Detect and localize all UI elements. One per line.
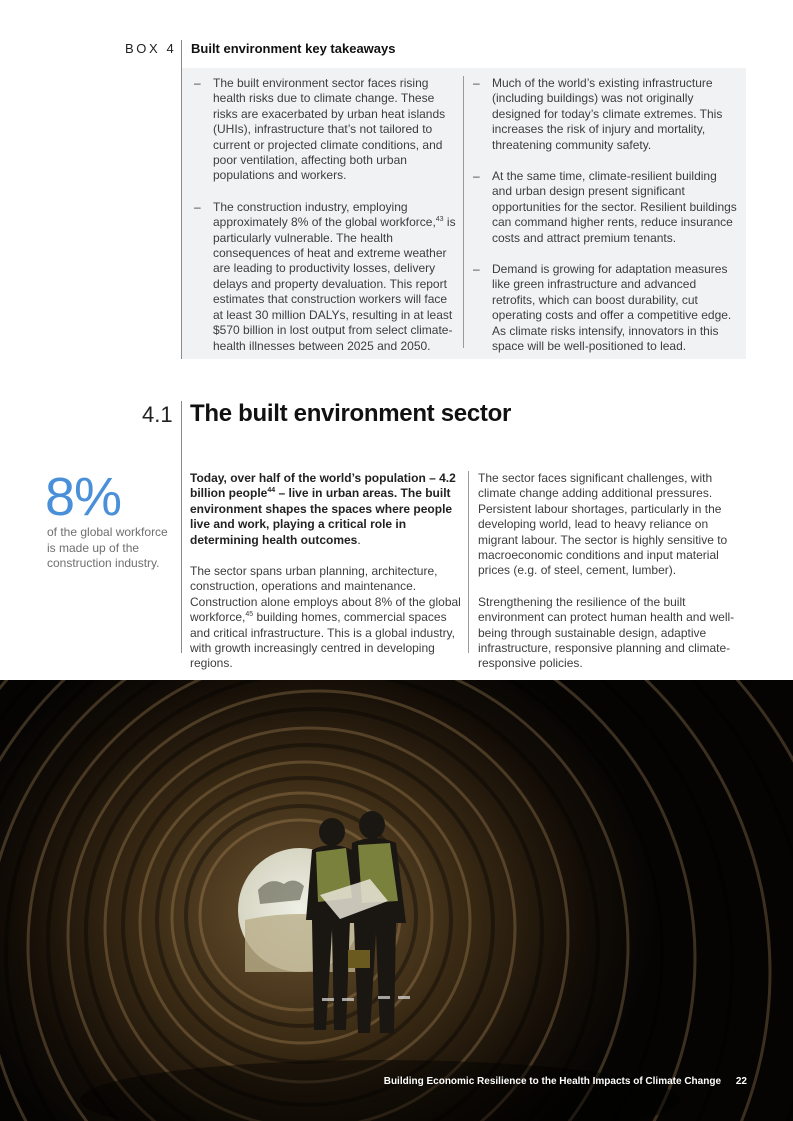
- list-item: [194, 76, 458, 184]
- box-column-divider: [463, 76, 464, 348]
- dash-marker: –: [473, 169, 480, 184]
- body-column-divider: [468, 471, 469, 653]
- section-divider: [181, 401, 182, 653]
- paragraph: The sector faces significant challenges, with climate change adding additional pressures. Persistent labour shortages, particularly in the developing world, lead to heavy reliance on migrant labour. The sector is highly sensitive to macroeconomic conditions and input material prices (e.g. of steel, cement, lumber).: [478, 471, 728, 578]
- dash-marker: –: [194, 76, 201, 90]
- list-item-text: is particularly vulnerable. The health consequences of heat and extreme weather are leading to productivity losses, delivery delays and property devaluation. This report estimates that construction workers will face at least 30 million DALYs, resulting in at least $570 billion in lost output from select climate-health illnesses between 2025 and 2050.: [213, 215, 456, 353]
- hero-photo: [0, 680, 793, 1121]
- footer-title: Building Economic Resilience to the Health Impacts of Climate Change: [383, 1076, 721, 1087]
- pipe-illustration: [0, 680, 793, 1121]
- paragraph: Strengthening the resilience of the built environment can protect human health and well-being through sustainable design, adaptive infrastructure, responsive planning and climate-responsive policies.: [478, 594, 735, 671]
- list-item: [473, 262, 737, 354]
- stat-value: 8%: [45, 467, 122, 527]
- lead-period: .: [357, 532, 361, 547]
- section-number: 4.1: [142, 402, 173, 427]
- footnote-ref[interactable]: 43: [435, 216, 444, 224]
- list-item-text: The construction industry, employing approximately 8% of the global workforce,: [213, 199, 436, 230]
- list-item: [194, 200, 458, 354]
- body-right-column: [478, 471, 748, 688]
- list-item-text: Much of the world’s existing infrastructure (including buildings) was not originally designed for today’s climate extremes. This increases the risk of injury and mortality, threatening community safety.: [492, 76, 723, 152]
- list-item-text: Demand is growing for adaptation measures like green infrastructure and advanced retrofits, which can boost durability, cut operating costs and offer a competitive edge. As climate risks intensify, innovators in this space will be well-positioned to lead.: [492, 262, 732, 354]
- list-item: [473, 169, 737, 246]
- dash-marker: –: [194, 199, 201, 214]
- list-item-text: The built environment sector faces rising health risks due to climate change. These risks are exacerbated by urban heat islands (UHIs), infrastructure that’s not tailored to current or projected climate conditions, and poor ventilation, affecting both urban populations and workers.: [213, 76, 446, 183]
- box-left-list: [194, 76, 458, 370]
- list-item: [473, 76, 737, 153]
- stat-caption: of the global workforce is made up of the construction industry.: [47, 525, 168, 570]
- footnote-ref[interactable]: 45: [245, 611, 254, 619]
- body-left-column: [190, 471, 462, 688]
- lead-text: – live in urban areas. The built environment shapes the spaces where people live and work, playing a critical role in determining health outcomes: [190, 486, 453, 547]
- section-title: The built environment sector: [190, 400, 511, 427]
- paragraph-text: building homes, commercial spaces and critical infrastructure. This is a global industry, with growth increasingly centred in developing regions.: [190, 610, 456, 671]
- lead-text: Today, over half of the world’s population – 4.2 billion people: [190, 471, 456, 501]
- box-label: BOX 4: [125, 41, 177, 56]
- box-title: Built environment key takeaways: [191, 41, 396, 56]
- paragraph: [190, 564, 462, 672]
- dash-marker: –: [473, 262, 480, 277]
- box-right-list: [473, 76, 737, 371]
- footnote-ref[interactable]: 44: [267, 487, 276, 495]
- lead-paragraph: [190, 471, 462, 548]
- dash-marker: –: [473, 76, 480, 90]
- page-number: 22: [735, 1076, 747, 1087]
- list-item-text: At the same time, climate-resilient building and urban design present significant opportunities for the sector. Resilient buildings can command higher rents, reduce insurance costs and attract premium tenants.: [492, 169, 737, 245]
- paragraph-text: The sector spans urban planning, architecture, construction, operations and maintenance. Construction alone employs about 8% of the global workforce,: [190, 564, 461, 625]
